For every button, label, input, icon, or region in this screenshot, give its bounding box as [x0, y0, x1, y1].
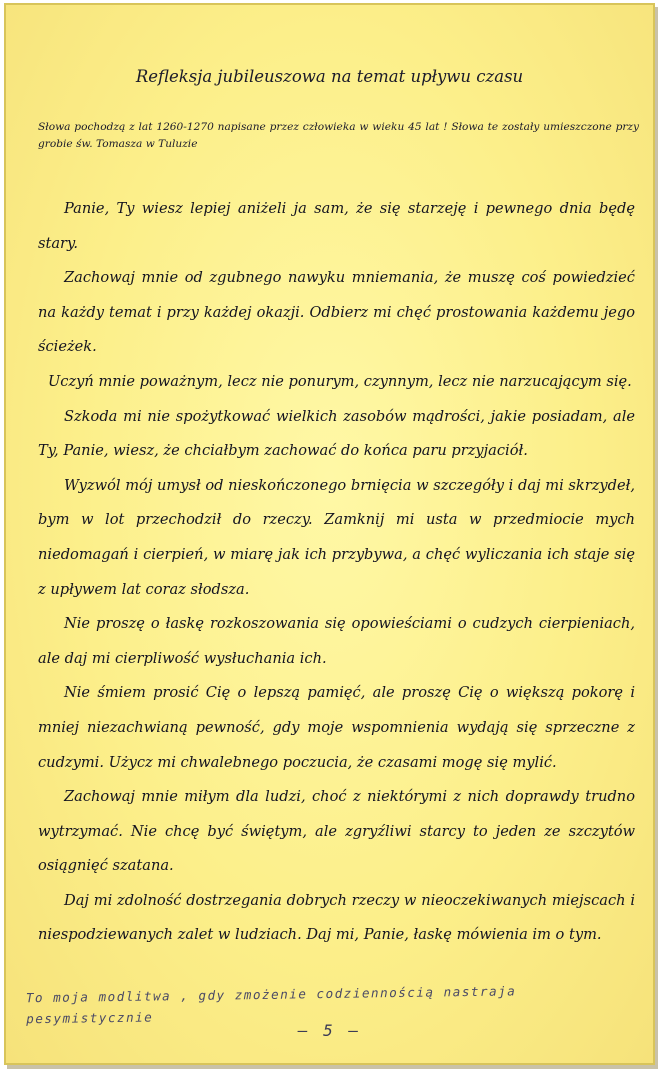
- document-title: Refleksja jubileuszowa na temat upływu czasu: [135, 67, 524, 86]
- prayer-paragraph: Daj mi zdolność dostrzegania dobrych rzeczy w nieoczekiwanych miejscach i niespodziewanych zalet w ludziach. Daj mi, Panie, łaskę mówienia im o tym.: [38, 891, 635, 944]
- prayer-paragraph: Zachowaj mnie od zgubnego nawyku mniemania, że muszę coś powiedzieć na każdy temat i przy każdej okazji. Odbierz mi chęć prostowania każdemu jego ścieżek.: [38, 269, 635, 356]
- prayer-paragraph: Nie śmiem prosić Cię o lepszą pamięć, ale proszę Cię o większą pokorę i mniej niezachwianą pewność, gdy moje wspomnienia wydają się sprzeczne z cudzymi. Użycz mi chwalebnego poczucia, że czasami mogę się mylić.: [38, 684, 635, 771]
- prayer-paragraph: Zachowaj mnie miłym dla ludzi, choć z niektórymi z nich doprawdy trudno wytrzymać. Nie chcę być świętym, ale zgryźliwi starcy to jeden ze szczytów osiągnięć szatana.: [38, 788, 635, 875]
- handwritten-note: To moja modlitwa , gdy zmożenie codziennością nastraja pesymistycznie: [25, 983, 517, 1027]
- intro-note: Słowa pochodzą z lat 1260-1270 napisane przez człowieka w wieku 45 lat ! Słowa te zostały umieszczone przy grobie św. Tomasza w Tuluzie: [38, 121, 639, 150]
- prayer-paragraph: Panie, Ty wiesz lepiej aniżeli ja sam, że się starzeję i pewnego dnia będę stary.: [38, 200, 635, 252]
- prayer-paragraph: Nie proszę o łaskę rozkoszowania się opowieściami o cudzych cierpieniach, ale daj mi cierpliwość wysłuchania ich.: [38, 615, 635, 667]
- prayer-paragraph: Wyzwól mój umysł od nieskończonego brnięcia w szczegóły i daj mi skrzydeł, bym w lot przechodził do rzeczy. Zamknij mi usta w przedmiocie mych niedomagań i cierpień, w miarę jak ich przybywa, a chęć wyliczania ich staje się z upływem lat coraz słodsza.: [38, 476, 635, 598]
- prayer-text: [38, 192, 635, 953]
- page-number: – 5 –: [297, 1021, 362, 1040]
- prayer-paragraph: Szkoda mi nie spożytkować wielkich zasobów mądrości, jakie posiadam, ale Ty, Panie, wiesz, że chciałbym zachować do końca paru przyjaciół.: [38, 407, 635, 460]
- prayer-paragraph: Uczyń mnie poważnym, lecz nie ponurym, czynnym, lecz nie narzucającym się.: [48, 372, 632, 390]
- document-page: [4, 3, 655, 1065]
